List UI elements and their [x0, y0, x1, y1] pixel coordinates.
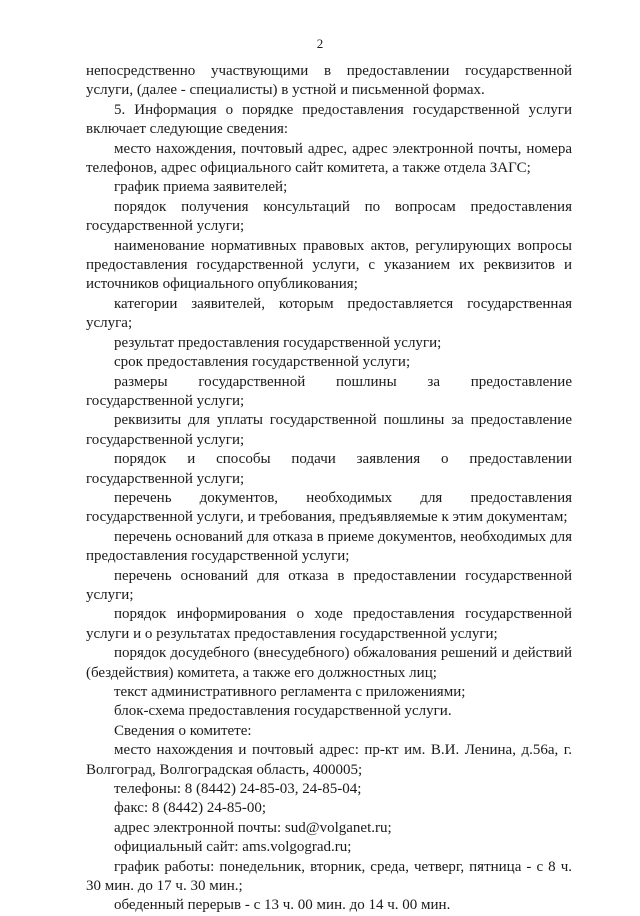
paragraph: наименование нормативных правовых актов, регулирующих вопросы предоставления государственной услуги, с указанием их реквизитов и источников официального опубликования;: [86, 237, 572, 293]
paragraph: блок-схема предоставления государственной услуги.: [114, 703, 452, 720]
paragraph: место нахождения, почтовый адрес, адрес электронной почты, номера телефонов, адрес официального сайт комитета, а также отдела ЗАГС;: [86, 140, 572, 177]
paragraph: перечень документов, необходимых для предоставления государственной услуги, и требования, предъявляемые к этим документам;: [86, 489, 572, 526]
paragraph: срок предоставления государственной услуги;: [114, 354, 411, 371]
paragraph: график работы: понедельник, вторник, среда, четверг, пятница - с 8 ч. 30 мин. до 17 ч. 30 мин.;: [86, 858, 572, 895]
paragraph: порядок досудебного (внесудебного) обжалования решений и действий (бездействия) комитета, а также его должностных лиц;: [86, 645, 572, 681]
paragraph: порядок информирования о ходе предоставления государственной услуги и о результатах предоставления государственной услуги;: [86, 606, 572, 642]
paragraph: место нахождения и почтовый адрес: пр-кт им. В.И. Ленина, д.56а, г. Волгоград, Волгоградская область, 400005;: [86, 742, 572, 778]
paragraph: непосредственно участвующими в предоставлении государственной услуги, (далее - специалисты) в устной и письменной формах.: [86, 63, 572, 99]
paragraph: Сведения о комитете:: [114, 722, 252, 739]
paragraph: порядок получения консультаций по вопросам предоставления государственной услуги;: [86, 198, 572, 235]
paragraph: порядок и способы подачи заявления о предоставлении государственной услуги;: [86, 451, 572, 487]
paragraph: телефоны: 8 (8442) 24-85-03, 24-85-04;: [114, 781, 362, 798]
paragraph: перечень оснований для отказа в приеме документов, необходимых для предоставления государственной услуги;: [86, 528, 572, 565]
paragraph: адрес электронной почты: sud@volganet.ru;: [114, 819, 392, 836]
paragraph: 5. Информация о порядке предоставления государственной услуги включает следующие сведения:: [86, 101, 572, 138]
paragraph: график приема заявителей;: [114, 179, 288, 196]
paragraph: официальный сайт: ams.volgograd.ru;: [114, 839, 352, 856]
paragraph: факс: 8 (8442) 24-85-00;: [114, 800, 267, 817]
paragraph: перечень оснований для отказа в предоставлении государственной услуги;: [86, 567, 572, 603]
document-body: [86, 62, 572, 916]
paragraph: текст административного регламента с приложениями;: [114, 684, 466, 700]
paragraph: обеденный перерыв - с 13 ч. 00 мин. до 14 ч. 00 мин.: [114, 897, 451, 914]
paragraph: реквизиты для уплаты государственной пошлины за предоставление государственной услуги;: [86, 412, 572, 448]
paragraph: результат предоставления государственной услуги;: [114, 334, 442, 351]
paragraph: категории заявителей, которым предоставляется государственная услуга;: [86, 295, 572, 332]
page-number: 2: [316, 36, 324, 51]
paragraph: размеры государственной пошлины за предоставление государственной услуги;: [86, 373, 572, 409]
